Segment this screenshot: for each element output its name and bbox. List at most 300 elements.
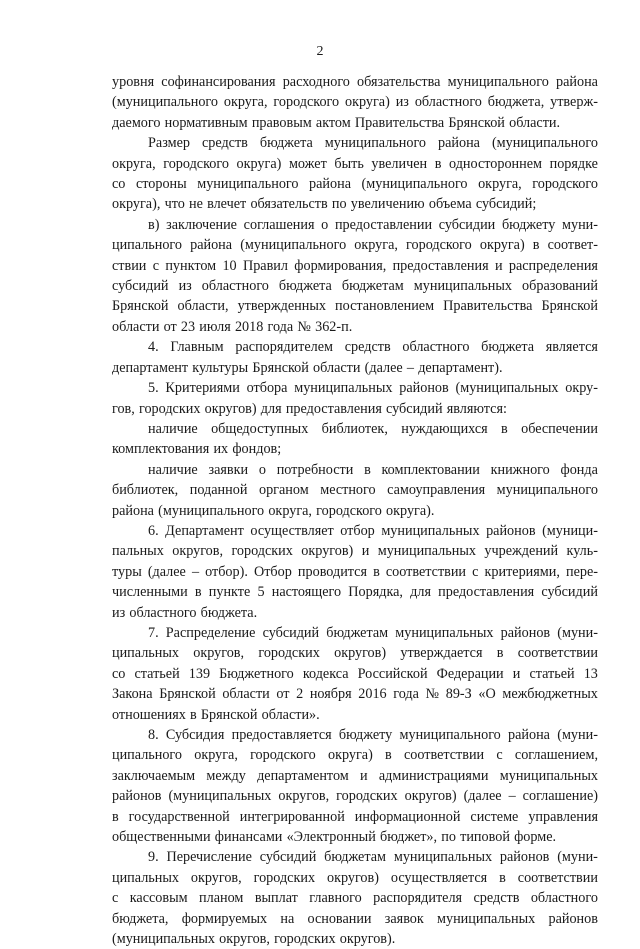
word: округа, bbox=[194, 747, 238, 764]
word: распорядителя bbox=[373, 890, 463, 907]
word: Брянской bbox=[200, 706, 258, 723]
word: кодекса bbox=[302, 665, 349, 682]
word: стороны bbox=[135, 176, 187, 193]
word: 5. bbox=[148, 380, 159, 397]
word: городского bbox=[163, 155, 229, 172]
text-line bbox=[112, 460, 598, 480]
word: районов bbox=[500, 624, 551, 641]
word: правовым bbox=[251, 114, 312, 131]
word: по bbox=[441, 829, 456, 846]
word: Департамент bbox=[165, 522, 244, 539]
text-line bbox=[112, 154, 598, 174]
text-line bbox=[112, 562, 598, 582]
word: муниципального bbox=[496, 482, 598, 499]
text-line bbox=[112, 358, 598, 378]
word: численными bbox=[112, 584, 188, 601]
text-line bbox=[112, 664, 598, 684]
word: бюджета bbox=[481, 339, 535, 356]
word: городского bbox=[406, 237, 472, 254]
word: отбор bbox=[340, 522, 375, 539]
text-line bbox=[112, 72, 598, 92]
word: из bbox=[395, 94, 409, 111]
text-line bbox=[112, 235, 598, 255]
word: одностороннем bbox=[449, 155, 543, 172]
word: муниципальных bbox=[294, 380, 393, 397]
word: из bbox=[112, 604, 126, 621]
text-line bbox=[112, 766, 598, 786]
word: отношениях bbox=[112, 706, 186, 723]
word: местного bbox=[320, 482, 376, 499]
word: Отбор bbox=[253, 563, 292, 580]
word: формируемых bbox=[181, 910, 268, 927]
word: отбор). bbox=[205, 563, 248, 580]
word: 2 bbox=[296, 686, 304, 703]
word: Распределение bbox=[165, 624, 256, 641]
text-line bbox=[112, 194, 598, 214]
word: в bbox=[434, 155, 442, 172]
word: поданной bbox=[189, 482, 248, 499]
word: для bbox=[410, 584, 431, 601]
word: Брянской bbox=[448, 114, 505, 131]
word: Правительства bbox=[443, 298, 533, 315]
word: № bbox=[297, 318, 311, 335]
word: 23 bbox=[180, 318, 196, 335]
word: субсидий bbox=[262, 624, 320, 641]
text-line bbox=[112, 541, 598, 561]
word: предоставления bbox=[392, 257, 489, 274]
word: 139 bbox=[188, 665, 211, 682]
word: комплектовании bbox=[381, 461, 480, 478]
word: городских bbox=[258, 645, 320, 662]
word: муниципальных bbox=[499, 767, 598, 784]
text-line bbox=[112, 439, 598, 459]
word: и bbox=[360, 767, 368, 784]
word: в bbox=[496, 645, 504, 662]
word: Брянской bbox=[541, 298, 598, 315]
word: соответствии bbox=[403, 747, 485, 764]
word: городского bbox=[316, 502, 382, 519]
word: 2016 bbox=[358, 686, 387, 703]
word: окру- bbox=[565, 380, 598, 397]
word: округов, bbox=[193, 645, 245, 662]
word: (муници- bbox=[542, 522, 598, 539]
word: утверждается bbox=[400, 645, 483, 662]
word: заключение bbox=[166, 216, 237, 233]
word: заключаемым bbox=[112, 767, 196, 784]
word: областного bbox=[414, 94, 482, 111]
word: (муниципального bbox=[158, 502, 265, 519]
word: финансами bbox=[214, 829, 283, 846]
word: быть bbox=[334, 155, 364, 172]
text-line bbox=[112, 317, 598, 337]
word: объема bbox=[428, 196, 472, 213]
word: между bbox=[206, 767, 246, 784]
word: распределения bbox=[508, 257, 598, 274]
word: округов) bbox=[204, 400, 257, 417]
word: субсидий bbox=[259, 849, 317, 866]
word: городских bbox=[274, 931, 336, 948]
word: соответ- bbox=[547, 237, 598, 254]
word: обязательств bbox=[250, 196, 328, 213]
word: осуществляется bbox=[390, 869, 488, 886]
word: уровня bbox=[112, 74, 155, 90]
word: соответствии bbox=[517, 869, 598, 886]
word: июля bbox=[199, 318, 231, 335]
text-line bbox=[112, 215, 598, 235]
text-line bbox=[112, 705, 598, 725]
word: Брянской bbox=[159, 686, 216, 703]
word: – bbox=[406, 359, 414, 376]
word: статьей bbox=[529, 665, 575, 682]
word: районов bbox=[486, 522, 536, 539]
text-line bbox=[112, 684, 598, 704]
word: наличие bbox=[148, 420, 198, 437]
word: отбора bbox=[246, 380, 288, 397]
word: и bbox=[512, 665, 521, 682]
word: настоящего bbox=[271, 584, 342, 601]
word: библиотек, bbox=[321, 420, 388, 437]
word: года bbox=[267, 318, 294, 335]
word: областного bbox=[201, 278, 269, 295]
word: постановлением bbox=[335, 298, 435, 315]
word: 2018 bbox=[234, 318, 264, 335]
word: муниципальных bbox=[395, 624, 494, 641]
word: (муниципального bbox=[240, 237, 347, 254]
word: интегрированной bbox=[239, 808, 345, 825]
word: (далее bbox=[463, 788, 502, 805]
word: в bbox=[373, 563, 380, 580]
word: ципального bbox=[112, 237, 182, 254]
word: округов, bbox=[190, 869, 242, 886]
word: что bbox=[164, 196, 185, 213]
word: предоставления bbox=[438, 584, 535, 601]
word: в bbox=[532, 237, 540, 254]
word: библиотек, bbox=[112, 482, 179, 499]
word: обязательства bbox=[357, 74, 441, 90]
word: муниципальных bbox=[437, 910, 536, 927]
word: выплат bbox=[254, 890, 298, 907]
word: фонда bbox=[560, 461, 598, 478]
word: их bbox=[213, 441, 229, 458]
word: 10 bbox=[222, 257, 237, 274]
word: формирования, bbox=[294, 257, 387, 274]
word: Субсидия bbox=[165, 727, 225, 743]
word: органом bbox=[258, 482, 309, 499]
text-line bbox=[112, 929, 598, 949]
word: может bbox=[288, 155, 327, 172]
word: главного bbox=[309, 890, 362, 907]
word: «Электронный bbox=[286, 829, 376, 846]
word: округов) bbox=[326, 869, 379, 886]
word: округа), bbox=[112, 196, 161, 213]
word: округа, bbox=[223, 94, 268, 111]
word: от bbox=[163, 318, 177, 335]
word: в bbox=[385, 747, 392, 764]
word: Критериями bbox=[165, 380, 240, 397]
word: (муниципального bbox=[112, 94, 218, 111]
word: субсидий bbox=[112, 278, 169, 295]
text-line bbox=[112, 827, 598, 847]
word: «О bbox=[478, 686, 496, 703]
word: общедоступных bbox=[211, 420, 309, 437]
word: соглашением, bbox=[514, 747, 598, 764]
word: Правительства bbox=[354, 114, 445, 131]
word: бюджета. bbox=[200, 604, 258, 621]
word: области. bbox=[509, 114, 561, 131]
word: субсидий bbox=[541, 584, 598, 601]
word: (далее bbox=[147, 563, 186, 580]
text-line bbox=[112, 725, 598, 745]
word: на bbox=[280, 910, 295, 927]
word: государственной bbox=[128, 808, 230, 825]
word: Порядка, bbox=[348, 584, 403, 601]
word: субсидий bbox=[386, 400, 443, 417]
word: городского bbox=[532, 176, 598, 193]
word: средств bbox=[201, 135, 248, 152]
word: района bbox=[190, 237, 233, 254]
word: 362-п. bbox=[315, 318, 353, 335]
word: муниципального bbox=[399, 727, 501, 743]
word: книжного bbox=[490, 461, 550, 478]
word: предоставлении bbox=[334, 216, 433, 233]
word: муни- bbox=[562, 216, 598, 233]
word: Российской bbox=[357, 665, 428, 682]
word: заявки bbox=[208, 461, 249, 478]
word: (муниципальных bbox=[168, 788, 272, 805]
page-number: 2 bbox=[316, 44, 324, 59]
word: критериями, bbox=[484, 563, 560, 580]
word: и bbox=[494, 257, 503, 274]
word: – bbox=[191, 563, 200, 580]
word: предоставляется bbox=[231, 727, 332, 743]
word: (муниципального bbox=[361, 176, 468, 193]
word: ципального bbox=[112, 747, 182, 764]
word: муниципального bbox=[447, 74, 549, 90]
word: по bbox=[331, 196, 347, 213]
word: областного bbox=[129, 604, 197, 621]
word: департамент). bbox=[418, 359, 503, 376]
text-line bbox=[112, 847, 598, 867]
text-line bbox=[112, 399, 598, 419]
word: Брянской bbox=[112, 298, 169, 315]
word: департаментом bbox=[257, 767, 349, 784]
word: обеспечении bbox=[521, 420, 598, 437]
word: основании bbox=[307, 910, 372, 927]
word: бюджетам bbox=[324, 849, 387, 866]
word: являются: bbox=[446, 400, 507, 417]
word: (муни- bbox=[557, 727, 598, 743]
word: ципальных bbox=[112, 645, 179, 662]
word: бюджета bbox=[278, 278, 332, 295]
word: с bbox=[152, 257, 160, 274]
word: Размер bbox=[148, 135, 190, 152]
word: софинансирования bbox=[161, 74, 276, 90]
word: Закона bbox=[112, 686, 153, 703]
word: областного bbox=[402, 339, 470, 356]
word: бюджету bbox=[338, 727, 393, 743]
word: городских bbox=[336, 788, 398, 805]
word: в bbox=[190, 706, 197, 723]
word: района bbox=[309, 176, 351, 193]
word: района bbox=[438, 135, 480, 152]
text-line bbox=[112, 113, 598, 133]
word: в bbox=[194, 584, 202, 601]
word: в bbox=[499, 869, 506, 886]
text-line bbox=[112, 909, 598, 929]
text-line bbox=[112, 888, 598, 908]
word: типовой bbox=[460, 829, 510, 846]
word: самоуправления bbox=[387, 482, 486, 499]
word: области, bbox=[177, 298, 229, 315]
word: потребности bbox=[276, 461, 354, 478]
word: районов bbox=[112, 788, 162, 805]
word: области bbox=[313, 359, 361, 376]
word: Перечисление bbox=[166, 849, 252, 866]
word: бюджетам bbox=[326, 624, 389, 641]
text-line bbox=[112, 337, 598, 357]
word: общественными bbox=[112, 829, 211, 846]
word: округов, bbox=[219, 931, 270, 948]
word: (муниципальных bbox=[112, 931, 215, 948]
text-line bbox=[112, 603, 598, 623]
word: округа, bbox=[354, 237, 398, 254]
word: с bbox=[112, 890, 119, 907]
word: Правил bbox=[242, 257, 288, 274]
word: межбюджетных bbox=[502, 686, 598, 703]
word: округов) bbox=[301, 543, 354, 560]
word: не bbox=[189, 196, 203, 213]
text-line bbox=[112, 868, 598, 888]
word: 6. bbox=[148, 522, 159, 539]
word: муниципальных bbox=[377, 543, 476, 560]
word: влечет bbox=[207, 196, 247, 213]
word: Брянской bbox=[252, 359, 309, 376]
word: соглашения bbox=[243, 216, 315, 233]
word: (далее bbox=[364, 359, 403, 376]
text-line bbox=[112, 276, 598, 296]
word: (муни- bbox=[557, 624, 598, 641]
text-line bbox=[112, 419, 598, 439]
word: системе bbox=[470, 808, 519, 825]
word: о bbox=[258, 461, 266, 478]
word: (муниципальных bbox=[455, 380, 559, 397]
word: гов, bbox=[112, 400, 135, 417]
word: фондов; bbox=[232, 441, 282, 458]
text-line bbox=[112, 786, 598, 806]
word: округов) bbox=[334, 645, 387, 662]
word: субсидии bbox=[438, 216, 496, 233]
word: ноября bbox=[309, 686, 352, 703]
word: пере- bbox=[565, 563, 598, 580]
word: округов) bbox=[404, 788, 457, 805]
word: муниципального bbox=[324, 135, 427, 152]
word: порядке bbox=[549, 155, 598, 172]
word: Бюджетного bbox=[219, 665, 294, 682]
word: из bbox=[178, 278, 192, 295]
word: бюджета, bbox=[487, 94, 545, 111]
word: утвержденных bbox=[237, 298, 326, 315]
word: предоставления bbox=[285, 400, 382, 417]
text-line bbox=[112, 582, 598, 602]
word: бюджета, bbox=[112, 910, 169, 927]
text-line bbox=[112, 521, 598, 541]
word: даемого bbox=[112, 114, 161, 131]
word: района bbox=[556, 74, 598, 90]
word: в bbox=[364, 461, 371, 478]
word: наличие bbox=[148, 461, 198, 478]
text-line bbox=[112, 296, 598, 316]
word: пунктом bbox=[165, 257, 217, 274]
word: муниципального bbox=[197, 176, 299, 193]
word: округа) bbox=[479, 237, 525, 254]
word: 5 bbox=[257, 584, 265, 601]
text-line bbox=[112, 745, 598, 765]
word: в bbox=[112, 808, 119, 825]
word: увеличению bbox=[350, 196, 425, 213]
word: средств bbox=[473, 890, 520, 907]
word: субсидий; bbox=[475, 196, 537, 213]
word: культуры bbox=[192, 359, 249, 376]
word: учреждений bbox=[484, 543, 559, 560]
word: бюджетам bbox=[341, 278, 404, 295]
word: бюджета bbox=[259, 135, 313, 152]
text-line bbox=[112, 378, 598, 398]
word: в) bbox=[148, 216, 160, 233]
word: со bbox=[112, 176, 126, 193]
word: городского bbox=[273, 94, 340, 111]
text-line bbox=[112, 807, 598, 827]
word: с bbox=[496, 747, 503, 764]
word: 7. bbox=[148, 624, 159, 641]
word: районов bbox=[548, 910, 598, 927]
word: пункте bbox=[208, 584, 251, 601]
word: ципальных bbox=[112, 869, 179, 886]
text-line bbox=[112, 501, 598, 521]
word: области bbox=[222, 686, 270, 703]
word: городских bbox=[253, 869, 316, 886]
text-line bbox=[112, 92, 598, 112]
word: о bbox=[321, 216, 329, 233]
word: нуждающихся bbox=[401, 420, 488, 437]
word: 13 bbox=[583, 665, 598, 682]
word: статьей bbox=[134, 665, 180, 682]
word: заявок bbox=[384, 910, 424, 927]
word: соглашение) bbox=[522, 788, 598, 805]
word: нормативным bbox=[164, 114, 248, 131]
word: 8. bbox=[148, 727, 159, 743]
word: форме. bbox=[514, 829, 557, 846]
word: средств bbox=[344, 339, 391, 356]
word: (муниципального bbox=[491, 135, 598, 152]
word: для bbox=[260, 400, 282, 417]
word: туры bbox=[112, 563, 142, 580]
text-line bbox=[112, 480, 598, 500]
text-line bbox=[112, 133, 598, 153]
word: № bbox=[425, 686, 440, 703]
word: увеличен bbox=[371, 155, 428, 172]
word: округа, bbox=[112, 155, 156, 172]
word: округов, bbox=[172, 543, 224, 560]
word: является bbox=[545, 339, 598, 356]
word: 4. bbox=[148, 339, 159, 356]
word: 9. bbox=[148, 849, 159, 866]
word: городских bbox=[231, 543, 293, 560]
word: в bbox=[501, 420, 508, 437]
word: утверж- bbox=[550, 94, 598, 111]
word: области bbox=[112, 318, 160, 335]
word: областного bbox=[530, 890, 598, 907]
word: проводится bbox=[297, 563, 367, 580]
